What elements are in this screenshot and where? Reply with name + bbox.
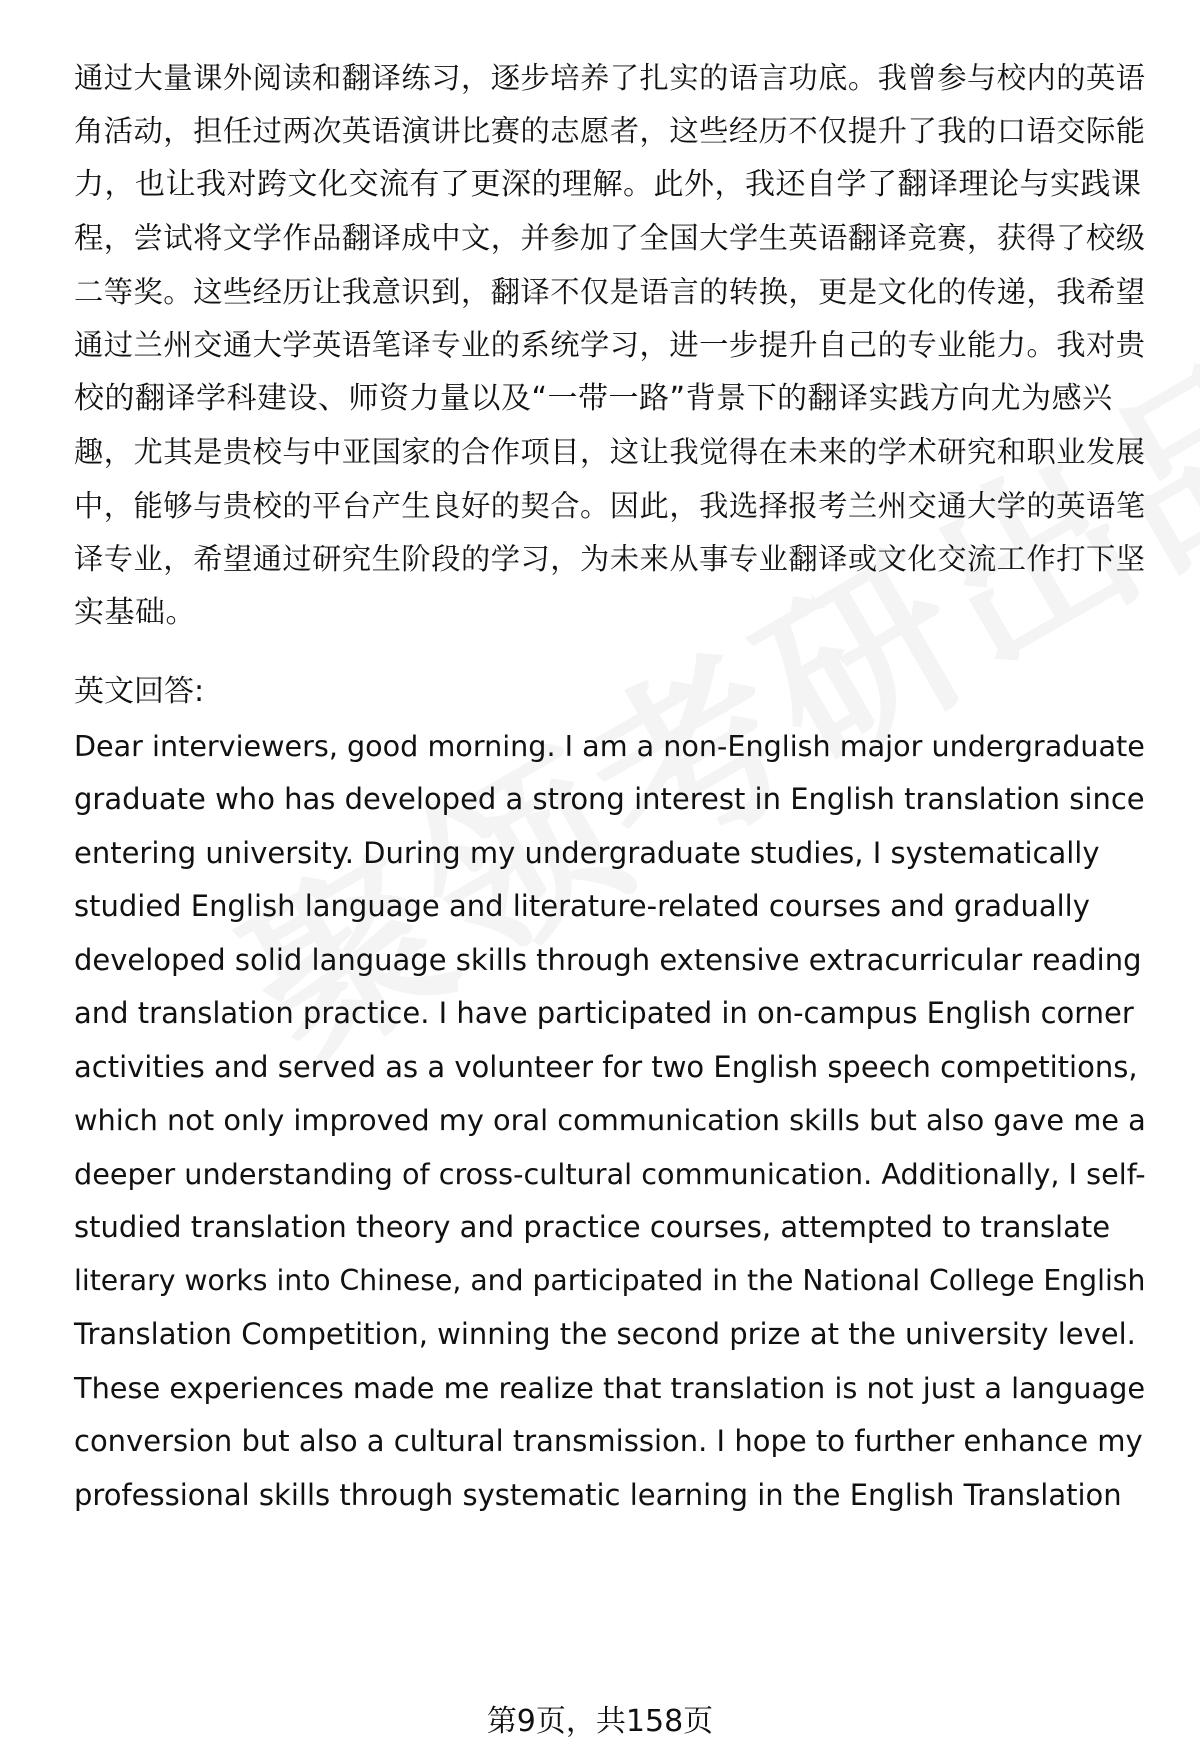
text-line: Dear interviewers, good morning. I am a non-English major undergraduate [74, 729, 1145, 763]
text-line: Translation Competition, winning the second prize at the university level. [74, 1317, 1136, 1351]
text-line: which not only improved my oral communication skills but also gave me a [74, 1103, 1146, 1137]
text-line: professional skills through systematic learning in the English Translation [74, 1478, 1122, 1512]
text-line: activities and served as a volunteer for two English speech competitions, [74, 1050, 1138, 1084]
text-line: studied English language and literature-related courses and gradually [74, 889, 1090, 923]
section-heading: 英文回答: [74, 674, 205, 709]
page-number-footer: 第9页，共158页 [486, 1704, 714, 1739]
text-line: These experiences made me realize that translation is not just a language [74, 1371, 1146, 1405]
text-line: 通过大量课外阅读和翻译练习，逐步培养了扎实的语言功底。我曾参与校内的英语 [74, 61, 1146, 95]
text-line: deeper understanding of cross-cultural communication. Additionally, I self- [74, 1157, 1146, 1191]
text-line: graduate who has developed a strong interest in English translation since [74, 782, 1145, 816]
text-line: entering university. During my undergraduate studies, I systematically [74, 836, 1100, 870]
text-line: 中，能够与贵校的平台产生良好的契合。因此，我选择报考兰州交通大学的英语笔 [74, 489, 1146, 523]
text-line: conversion but also a cultural transmission. I hope to further enhance my [74, 1424, 1143, 1458]
text-line: 程，尝试将文学作品翻译成中文，并参加了全国大学生英语翻译竞赛，获得了校级 [74, 221, 1146, 255]
text-line: 趣，尤其是贵校与中亚国家的合作项目，这让我觉得在未来的学术研究和职业发展 [74, 435, 1146, 469]
text-line: literary works into Chinese, and participated in the National College English [74, 1264, 1146, 1297]
text-line: studied translation theory and practice courses, attempted to translate [74, 1210, 1111, 1244]
text-line: 角活动，担任过两次英语演讲比赛的志愿者，这些经历不仅提升了我的口语交际能 [74, 114, 1146, 148]
text-line: 力，也让我对跨文化交流有了更深的理解。此外，我还自学了翻译理论与实践课 [74, 167, 1142, 202]
text-line: 校的翻译学科建设、师资力量以及“一带一路”背景下的翻译实践方向尤为感兴 [74, 381, 1113, 416]
text-line: 实基础。 [74, 595, 196, 630]
text-line: and translation practice. I have participated in on-campus English corner [74, 996, 1134, 1030]
text-line: developed solid language skills through extensive extracurricular reading [74, 943, 1142, 977]
text-line: 二等奖。这些经历让我意识到，翻译不仅是语言的转换，更是文化的传递，我希望 [74, 275, 1146, 309]
text-line: 通过兰州交通大学英语笔译专业的系统学习，进一步提升自己的专业能力。我对贵 [74, 328, 1146, 362]
text-line: 译专业，希望通过研究生阶段的学习，为未来从事专业翻译或文化交流工作打下坚 [74, 542, 1146, 576]
